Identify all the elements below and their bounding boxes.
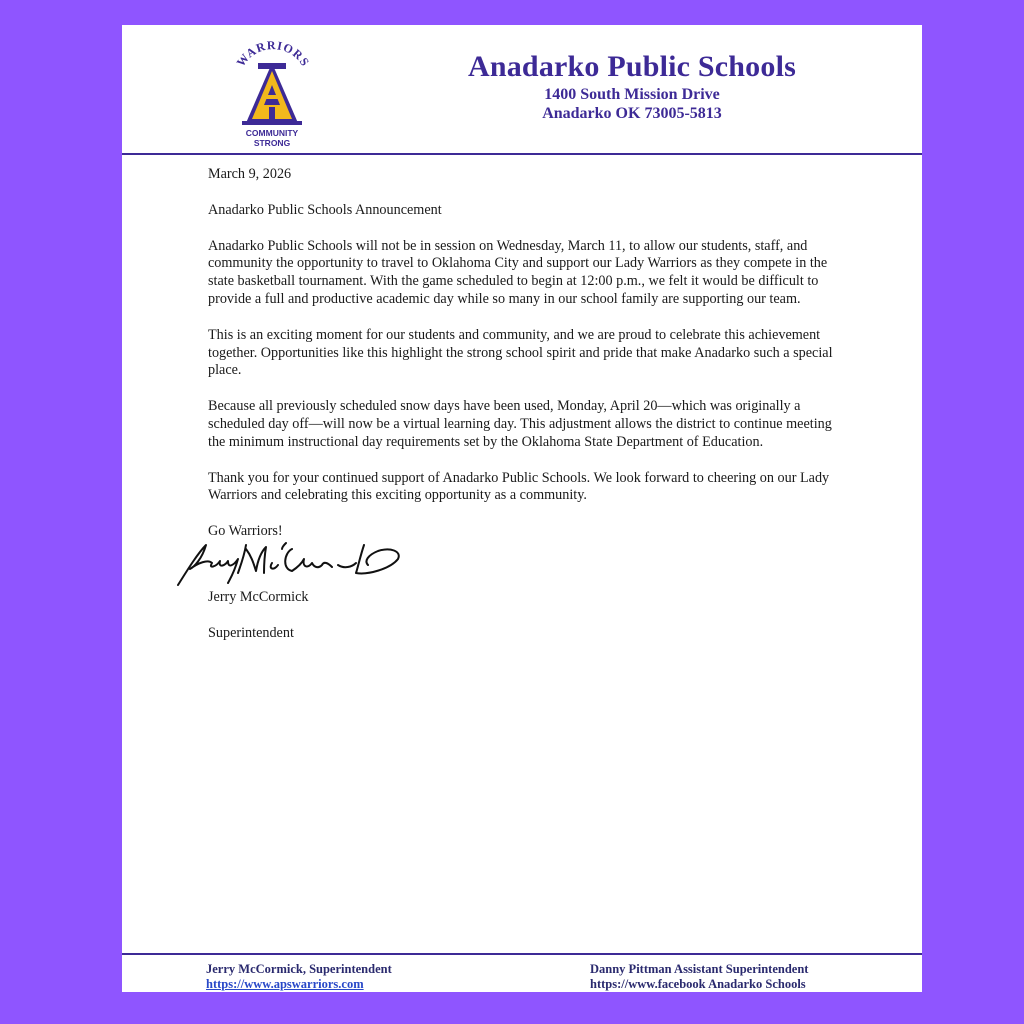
footer-assistant-superintendent: Danny Pittman Assistant Superintendent: [590, 962, 809, 976]
paragraph-4: Thank you for your continued support of Anadarko Public Schools. We look forward to cheering on our Lady Warriors and celebrating this exciting opportunity as a community.: [208, 469, 830, 504]
letter-body: [208, 166, 848, 661]
footer-facebook-link[interactable]: https://www.facebook Anadarko Schools: [590, 977, 806, 991]
logo-strong-text: STRONG: [253, 138, 291, 148]
letter-date: March 9, 2026: [208, 166, 292, 182]
school-name: Anadarko Public Schools: [467, 50, 796, 83]
signer-title: Superintendent: [208, 624, 294, 641]
letter-page: [122, 25, 922, 992]
footer-superintendent: Jerry McCormick, Superintendent: [206, 962, 392, 976]
closing-line: Go Warriors!: [208, 523, 283, 540]
logo-community-text: COMMUNITY: [245, 128, 299, 138]
signer-name: Jerry McCormick: [208, 588, 309, 605]
city-address: Anadarko OK 73005-5813: [542, 105, 722, 122]
paragraph-1: Anadarko Public Schools will not be in session on Wednesday, March 11, to allow our students, staff, and community the opportunity to travel to Oklahoma City and support our Lady Warriors as they compete in the state basketball tournament. With the game scheduled to begin at 12:00 p.m., we felt it would be difficult to provide a full and productive academic day while so many in our school family are supporting our team.: [208, 237, 828, 307]
logo-arc-text: WARRIORS: [233, 38, 313, 70]
letterhead: [422, 49, 842, 123]
warriors-logo: [222, 33, 322, 153]
paragraph-3: Because all previously scheduled snow days have been used, Monday, April 20—which was originally a scheduled day off—will now be a virtual learning day. This adjustment allows the district to continue meeting the minimum instructional day requirements set by the Oklahoma State Department of Education.: [208, 398, 832, 450]
street-address: 1400 South Mission Drive: [544, 86, 720, 103]
paragraph-2: This is an exciting moment for our students and community, and we are proud to celebrate this achievement together. Opportunities like this highlight the strong school spirit and pride that make Anadarko such a special place.: [208, 326, 833, 379]
letter-subject: Anadarko Public Schools Announcement: [208, 201, 442, 218]
footer-left: [206, 962, 392, 992]
header-divider: [122, 153, 922, 155]
signature: [168, 539, 848, 583]
footer-right: [590, 962, 808, 992]
footer-divider: [122, 953, 922, 955]
warriors-logo-graphic: [222, 33, 322, 153]
footer-website-link[interactable]: https://www.apswarriors.com: [206, 977, 364, 991]
